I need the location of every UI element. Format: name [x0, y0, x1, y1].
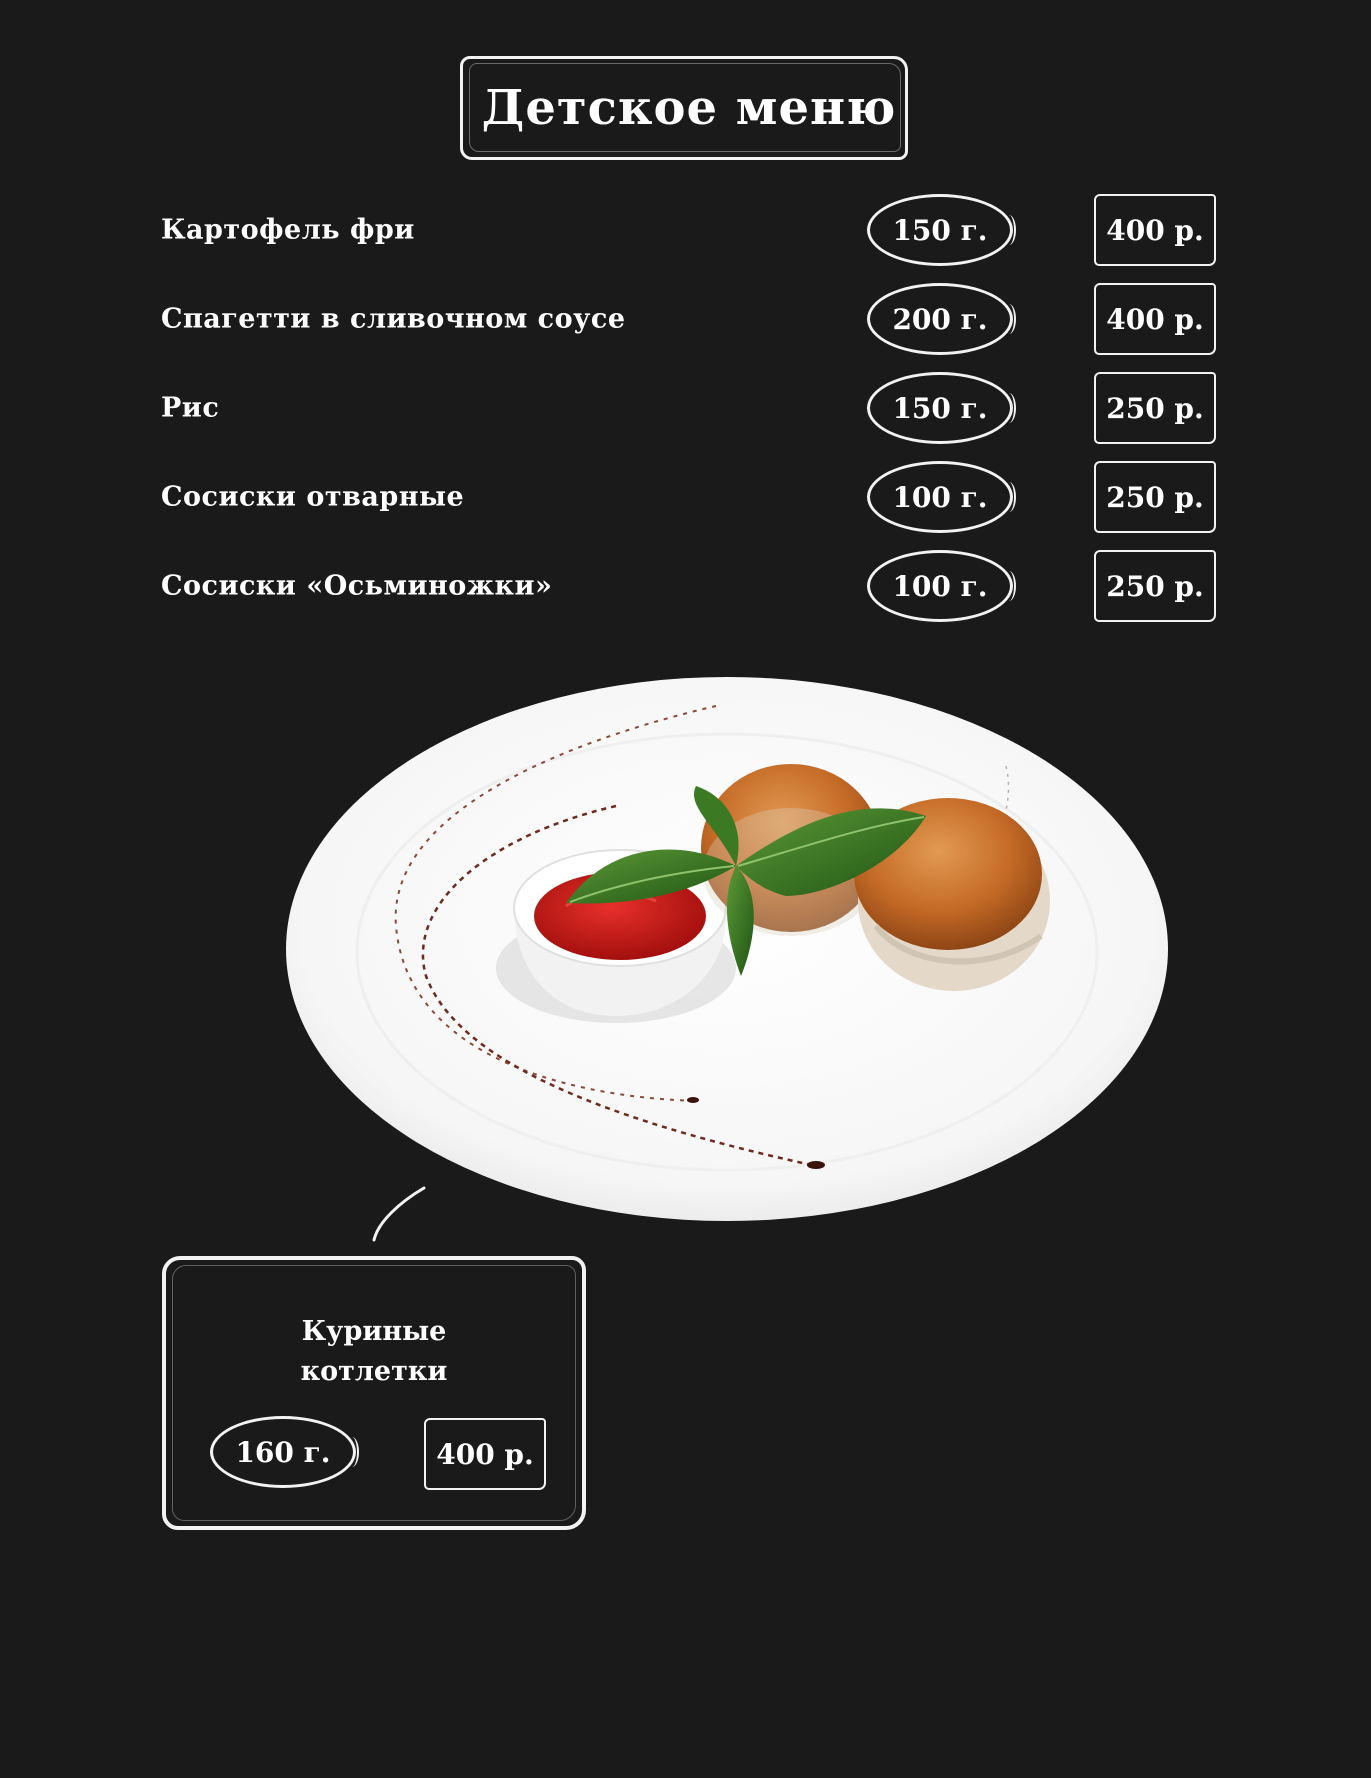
menu-item-price: 250 р.	[1106, 391, 1204, 425]
featured-dish-price-badge	[424, 1418, 546, 1490]
menu-item-price-badge	[1094, 550, 1216, 622]
menu-item-price: 250 р.	[1106, 480, 1204, 514]
callout-pointer	[370, 1186, 430, 1242]
menu-item	[161, 458, 1221, 536]
menu-item-weight: 200 г.	[892, 302, 988, 336]
menu-item-price-badge	[1094, 194, 1216, 266]
menu-item-name: Спагетти в сливочном соусе	[161, 303, 626, 335]
menu-item-weight-badge	[867, 372, 1013, 444]
menu-item-name: Рис	[161, 392, 220, 424]
menu-item-weight: 100 г.	[892, 480, 988, 514]
menu-item-price-badge	[1094, 372, 1216, 444]
featured-dish-name-line2: котлетки	[300, 1356, 448, 1387]
page-title-frame	[460, 56, 908, 160]
menu-item	[161, 369, 1221, 447]
plate-chicken-cutlets-image	[286, 676, 1168, 1222]
page-title: Детское меню	[481, 80, 897, 136]
menu-item-name: Сосиски отварные	[161, 481, 465, 513]
menu-item	[161, 547, 1221, 625]
featured-dish-weight: 160 г.	[235, 1435, 331, 1469]
menu-item-weight-badge	[867, 461, 1013, 533]
menu-item-price: 400 р.	[1106, 302, 1204, 336]
featured-dish-name	[166, 1312, 582, 1392]
menu-item-weight-badge	[867, 283, 1013, 355]
featured-dish-weight-badge	[210, 1416, 356, 1488]
menu-item-price: 250 р.	[1106, 569, 1204, 603]
featured-dish-name-line1: Куриные	[301, 1316, 447, 1347]
menu-item-price-badge	[1094, 283, 1216, 355]
menu-item-name: Картофель фри	[161, 214, 415, 246]
menu-item-weight-badge	[867, 550, 1013, 622]
menu-item-weight: 100 г.	[892, 569, 988, 603]
menu-item-price-badge	[1094, 461, 1216, 533]
menu-item-weight: 150 г.	[892, 213, 988, 247]
featured-dish-card	[162, 1256, 586, 1530]
menu-item	[161, 191, 1221, 269]
menu-item	[161, 280, 1221, 358]
featured-dish-price: 400 р.	[436, 1437, 534, 1471]
menu-item-price: 400 р.	[1106, 213, 1204, 247]
menu-item-weight: 150 г.	[892, 391, 988, 425]
menu-item-weight-badge	[867, 194, 1013, 266]
menu-item-name: Сосиски «Осьминожки»	[161, 570, 553, 602]
